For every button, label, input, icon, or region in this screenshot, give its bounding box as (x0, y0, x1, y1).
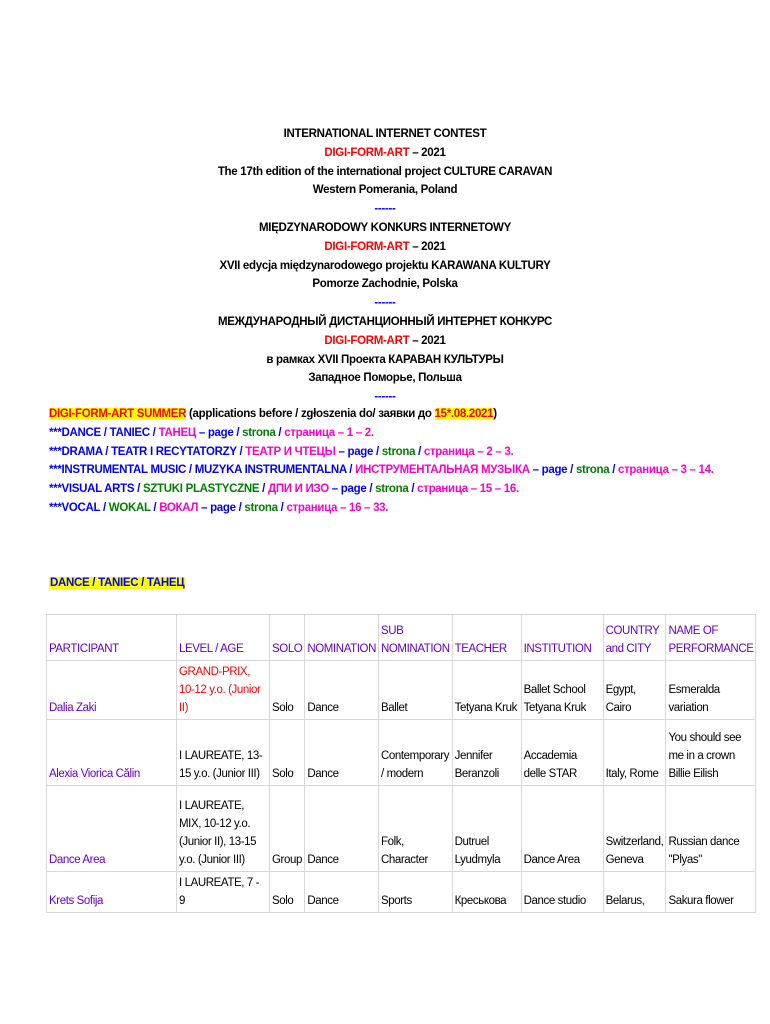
ru-edition: в рамках XVII Проекта КАРАВАН КУЛЬТУРЫ (266, 353, 504, 366)
institution-cell: Ballet School Tetyana Kruk (521, 661, 603, 720)
solo-cell: Solo (270, 661, 305, 720)
page-label: – page / (195, 426, 243, 439)
sub-nomination-cell: Contemporary / modern (378, 720, 452, 786)
country-cell: Italy, Rome (603, 720, 666, 786)
nomination-cell: Dance (305, 661, 379, 720)
column-header: COUNTRY and CITY (603, 615, 666, 661)
level-cell: I LAUREATE, 7 - 9 (177, 872, 270, 913)
category-ru: ВОКАЛ (159, 501, 199, 514)
summary-block (49, 405, 714, 518)
separator: ------ (374, 297, 396, 310)
slash: / (259, 483, 268, 496)
institution-cell: Dance Area (521, 786, 603, 872)
column-header: SUB NOMINATION (378, 615, 452, 661)
ru-region: Западное Поморье, Польша (308, 372, 462, 385)
page-label: – page / (328, 483, 376, 496)
pl-contest-year: – 2021 (409, 240, 446, 253)
participant-cell: Dalia Zaki (47, 661, 177, 720)
teacher-cell: Креськова (452, 872, 521, 913)
performance-cell: Sakura flower (666, 872, 756, 913)
column-header: NOMINATION (305, 615, 379, 661)
category-pl: WOKAL (108, 501, 151, 514)
column-header: INSTITUTION (521, 615, 603, 661)
ru-contest-name-line (0, 332, 770, 351)
strona-label: strona (244, 501, 278, 514)
stranica-label: страница (423, 445, 475, 458)
category-pl: SZTUKI PLASTYCZNE (142, 483, 260, 496)
column-header: PARTICIPANT (47, 615, 177, 661)
slash: / (277, 501, 287, 514)
summary-line-instrumental (49, 461, 714, 480)
performance-cell: Russian dance "Plyas" (666, 786, 756, 872)
solo-cell: Solo (270, 872, 305, 913)
summary-title-close: ) (493, 408, 497, 420)
page-range: – 3 – 14. (668, 464, 714, 477)
deadline-date: 15*.08.2021 (434, 408, 494, 420)
category-ru: ДПИ И ИЗО (267, 483, 329, 496)
participant-cell: Krets Sofija (47, 872, 177, 913)
column-header: TEACHER (452, 615, 521, 661)
page-range: – 2 – 3. (474, 445, 514, 458)
solo-cell: Solo (270, 720, 305, 786)
sub-nomination-cell: Sports (378, 872, 452, 913)
table-row (47, 720, 756, 786)
slash: / (150, 501, 160, 514)
solo-cell: Group (270, 786, 305, 872)
category-label: ***VISUAL ARTS / (49, 483, 143, 496)
category-label: ***VOCAL / (49, 501, 109, 514)
page-label: – page / (335, 445, 382, 458)
category-label: ***DRAMA / TEATR I RECYTATORZY / (49, 445, 246, 458)
strona-label: strona (242, 426, 276, 439)
country-cell: Switzerland, Geneva (603, 786, 666, 872)
en-contest-name-line (0, 144, 770, 163)
institution-cell: Accademia delle STAR (521, 720, 603, 786)
strona-label: strona (575, 464, 610, 477)
slash: / (415, 445, 424, 458)
sub-nomination-cell: Folk, Character (378, 786, 452, 872)
level-cell: I LAUREATE, MIX, 10-12 y.o. (Junior II), 13-15 y.o. (Junior III) (177, 786, 270, 872)
pl-contest-name: DIGI-FORM-ART (324, 240, 410, 253)
table-row (47, 786, 756, 872)
performance-cell: Esmeralda variation (666, 661, 756, 720)
strona-label: strona (375, 483, 409, 496)
page-range: – 15 – 16. (467, 483, 519, 496)
column-header: NAME OF PERFORMANCE (666, 615, 756, 661)
stranica-label: страница (284, 426, 335, 439)
slash: / (275, 426, 285, 439)
separator: ------ (374, 391, 396, 404)
contest-header (0, 125, 770, 407)
stranica-label: страница (286, 501, 338, 514)
institution-cell: Dance studio (521, 872, 603, 913)
pl-contest-title: MIĘDZYNARODOWY KONKURS INTERNETOWY (259, 221, 511, 234)
en-contest-name: DIGI-FORM-ART (324, 146, 410, 159)
table-row (47, 661, 756, 720)
teacher-cell: Tetyana Kruk (452, 661, 521, 720)
participant-cell: Alexia Viorica Călin (47, 720, 177, 786)
participant-cell: Dance Area (47, 786, 177, 872)
pl-region: Pomorze Zachodnie, Polska (312, 278, 458, 291)
table-header-row (47, 615, 756, 661)
slash: / (609, 464, 618, 477)
stranica-label: страница (417, 483, 468, 496)
pl-edition: XVII edycja międzynarodowego projektu KARAWANA KULTURY (219, 259, 551, 272)
en-edition: The 17th edition of the international project CULTURE CARAVAN (217, 165, 553, 178)
nomination-cell: Dance (305, 786, 379, 872)
page-range: – 1 – 2. (334, 426, 374, 439)
page-label: – page / (529, 464, 576, 477)
country-cell: Egypt, Cairo (603, 661, 666, 720)
summary-title-name: DIGI-FORM-ART SUMMER (49, 408, 187, 420)
en-contest-title: INTERNATIONAL INTERNET CONTEST (283, 128, 487, 140)
summary-line-drama (49, 443, 714, 462)
summary-line-visual-arts (49, 480, 714, 499)
column-header: SOLO (270, 615, 305, 661)
category-label: ***INSTRUMENTAL MUSIC / MUZYKA INSTRUMENTALNA / (49, 464, 356, 477)
sub-nomination-cell: Ballet (378, 661, 452, 720)
nomination-cell: Dance (305, 872, 379, 913)
summary-title (49, 405, 714, 424)
column-header: LEVEL / AGE (177, 615, 270, 661)
pl-contest-name-line (0, 238, 770, 257)
page-label: – page / (198, 501, 245, 514)
country-cell: Belarus, (603, 872, 666, 913)
en-region: Western Pomerania, Poland (312, 184, 458, 197)
teacher-cell: Dutruel Lyudmyla (452, 786, 521, 872)
category-ru: ТАНЕЦ (158, 426, 196, 439)
separator: ------ (374, 203, 396, 216)
stranica-label: страница (618, 464, 669, 477)
section-title: DANCE / TANIEC / ТАНЕЦ (50, 577, 185, 589)
level-cell: GRAND-PRIX, 10-12 y.o. (Junior II) (177, 661, 270, 720)
category-label: ***DANCE / TANIEC / (49, 426, 159, 439)
summary-title-text: (applications before / zgłoszenia do/ заявки до (186, 408, 435, 420)
summary-line-dance (49, 424, 714, 443)
summary-line-vocal (49, 499, 714, 518)
category-ru: ИНСТРУМЕНТАЛЬНАЯ МУЗЫКА (355, 464, 530, 477)
ru-contest-name: DIGI-FORM-ART (324, 334, 410, 347)
category-ru: ТЕАТР И ЧТЕЦЫ (245, 445, 336, 458)
performance-cell: You should see me in a crown Billie Eilish (666, 720, 756, 786)
nomination-cell: Dance (305, 720, 379, 786)
teacher-cell: Jennifer Beranzoli (452, 720, 521, 786)
strona-label: strona (381, 445, 416, 458)
table-row (47, 872, 756, 913)
slash: / (408, 483, 418, 496)
page-range: – 16 – 33. (337, 501, 389, 514)
en-contest-year: – 2021 (409, 146, 446, 159)
results-table (46, 614, 756, 913)
ru-contest-title: МЕЖДУНАРОДНЫЙ ДИСТАНЦИОННЫЙ ИНТЕРНЕТ КОНКУРС (218, 315, 552, 328)
level-cell: I LAUREATE, 13-15 y.o. (Junior III) (177, 720, 270, 786)
ru-contest-year: – 2021 (409, 334, 446, 347)
